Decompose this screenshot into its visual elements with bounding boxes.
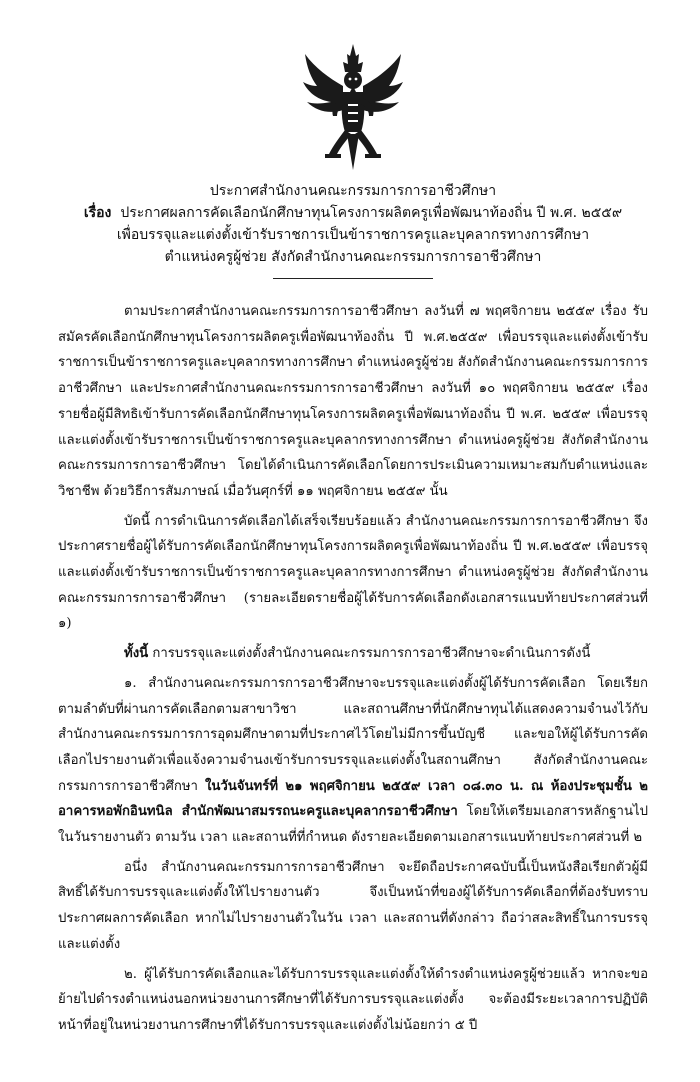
paragraph-background: ตามประกาศสำนักงานคณะกรรมการการอาชีวศึกษา ลงวันที่ ๗ พฤศจิกายน ๒๕๕๙ เรื่อง รับสมัครคัดเลือกนักศึกษาทุนโครงการผลิตครูเพื่อพัฒนาท้องถิ่น ปี พ.ศ.๒๕๕๙ เพื่อบรรจุและแต่งตั้งเข้ารับราชการเป็นข้าราชการครูและบุคลากรทางการศึกษา ตำแหน่งครูผู้ช่วย สังกัดสำนักงานคณะกรรมการการอาชีวศึกษา และประกาศสำนักงานคณะกรรมการการอาชีวศึกษา ลงวันที่ ๑๐ พฤศจิกายน ๒๕๕๙ เรื่อง รายชื่อผู้มีสิทธิเข้ารับการคัดเลือกนักศึกษาทุนโครงการผลิตครูเพื่อพัฒนาท้องถิ่น ปี พ.ศ. ๒๕๕๙ เพื่อบรรจุและแต่งตั้งเข้ารับราชการเป็นข้าราชการครูและบุคลากรทางการศึกษา ตำแหน่งครูผู้ช่วย สังกัดสำนักงานคณะกรรมการการอาชีวศึกษา โดยได้ดำเนินการคัดเลือกโดยการประเมินความเหมาะสมกับตำแหน่งและวิชาชีพ ด้วยวิธีการสัมภาษณ์ เมื่อวันศุกร์ที่ ๑๑ พฤศจิกายน ๒๕๕๙ นั้น — [58, 304, 648, 499]
subject-line-2: เพื่อบรรจุและแต่งตั้งเข้ารับราชการเป็นข้าราชการครูและบุคลากรทางการศึกษา — [116, 227, 590, 243]
subject-label: เรื่อง — [83, 205, 112, 221]
issuer-title: ประกาศสำนักงานคณะกรรมการการอาชีวศึกษา — [209, 183, 497, 199]
heading-divider — [273, 278, 433, 279]
paragraph-results: บัดนี้ การดำเนินการคัดเลือกได้เสร็จเรียบร้อยแล้ว สำนักงานคณะกรรมการการอาชีวศึกษา จึงประกาศรายชื่อผู้ได้รับการคัดเลือกนักศึกษาทุนโครงการผลิตครูเพื่อพัฒนาท้องถิ่น ปี พ.ศ.๒๕๕๙ เพื่อบรรจุและแต่งตั้งเข้ารับราชการเป็นข้าราชการครูและบุคลากรทางการศึกษา ตำแหน่งครูผู้ช่วย สังกัดสำนักงานคณะกรรมการการอาชีวศึกษา (รายละเอียดรายชื่อผู้ได้รับการคัดเลือกดังเอกสารแนบท้ายประกาศส่วนที่ ๑) — [58, 513, 648, 632]
item-1-start: ๑. สำนักงานคณะกรรมการการอาชีวศึกษาจะบรรจุและแต่งตั้งผู้ได้รับการคัดเลือก โดยเรียกตามลำดับที่ผ่านการคัดเลือกตามสาขาวิชา และสถานศึกษาที่นักศึกษาทุนได้แสดงความจำนงไว้กับสำนักงานคณะกรรมการการอุดมศึกษาตามที่ประกาศไว้โดยไม่มีการขึ้นบัญชี และขอให้ผู้ได้รับการคัดเลือกไปรายงานตัวเพื่อแจ้งความจำนงเข้ารับการบรรจุและแต่งตั้งในสถานศึกษา สังกัดสำนักงานคณะกรรมการการอาชีวศึกษา — [58, 675, 648, 794]
announcement-heading — [58, 180, 648, 268]
garuda-emblem — [301, 42, 405, 174]
paragraph-item-1 — [58, 671, 648, 851]
document-page — [0, 42, 700, 1082]
announcement-body — [58, 299, 648, 1039]
paragraph-notice: อนึ่ง สำนักงานคณะกรรมการการอาชีวศึกษา จะยึดถือประกาศฉบับนี้เป็นหนังสือเรียกตัวผู้มีสิทธิ์ได้รับการบรรจุและแต่งตั้งให้ไปรายงานตัว จึงเป็นหน้าที่ของผู้ได้รับการคัดเลือกที่ต้องรับทราบประกาศผลการคัดเลือก หากไม่ไปรายงานตัวในวัน เวลา และสถานที่ดังกล่าว ถือว่าสละสิทธิ์ในการบรรจุและแต่งตั้ง — [58, 859, 648, 952]
paragraph-item-2: ๒. ผู้ได้รับการคัดเลือกและได้รับการบรรจุและแต่งตั้งให้ดำรงตำแหน่งครูผู้ช่วยแล้ว หากจะขอย้ายไปดำรงตำแหน่งนอกหน่วยงานการศึกษาที่ได้รับการบรรจุและแต่งตั้ง จะต้องมีระยะเวลาการปฏิบัติหน้าที่อยู่ในหน่วยงานการศึกษาที่ได้รับการบรรจุและแต่งตั้งไม่น้อยกว่า ๕ ปี — [58, 966, 648, 1033]
item-1-schedule: ในวันจันทร์ที่ ๒๑ พฤศจิกายน ๒๕๕๙ เวลา ๐๘.๓๐ น. ณ ห้องประชุมชั้น ๒ อาคารหอพักอินทนิล สำนักพัฒนาสมรรถนะครูและบุคลากรอาชีวศึกษา — [58, 778, 648, 820]
procedure-intro-bold: ทั้งนี้ — [124, 646, 149, 662]
procedure-intro-text: การบรรจุและแต่งตั้งสำนักงานคณะกรรมการการอาชีวศึกษาจะดำเนินการดังนี้ — [148, 646, 591, 662]
item-1-end: โดยให้เตรียมเอกสารหลักฐานไปในวันรายงานตัว ตามวัน เวลา และสถานที่ที่กำหนด ดังรายละเอียดตามเอกสารแนบท้ายประกาศส่วนที่ ๒ — [58, 804, 648, 846]
subject-line-1 — [58, 202, 648, 224]
subject-line-3: ตำแหน่งครูผู้ช่วย สังกัดสำนักงานคณะกรรมการการอาชีวศึกษา — [164, 249, 542, 265]
paragraph-procedure-intro — [58, 641, 648, 667]
subject-text-1: ประกาศผลการคัดเลือกนักศึกษาทุนโครงการผลิตครูเพื่อพัฒนาท้องถิ่น ปี พ.ศ. ๒๕๕๙ — [120, 205, 623, 221]
